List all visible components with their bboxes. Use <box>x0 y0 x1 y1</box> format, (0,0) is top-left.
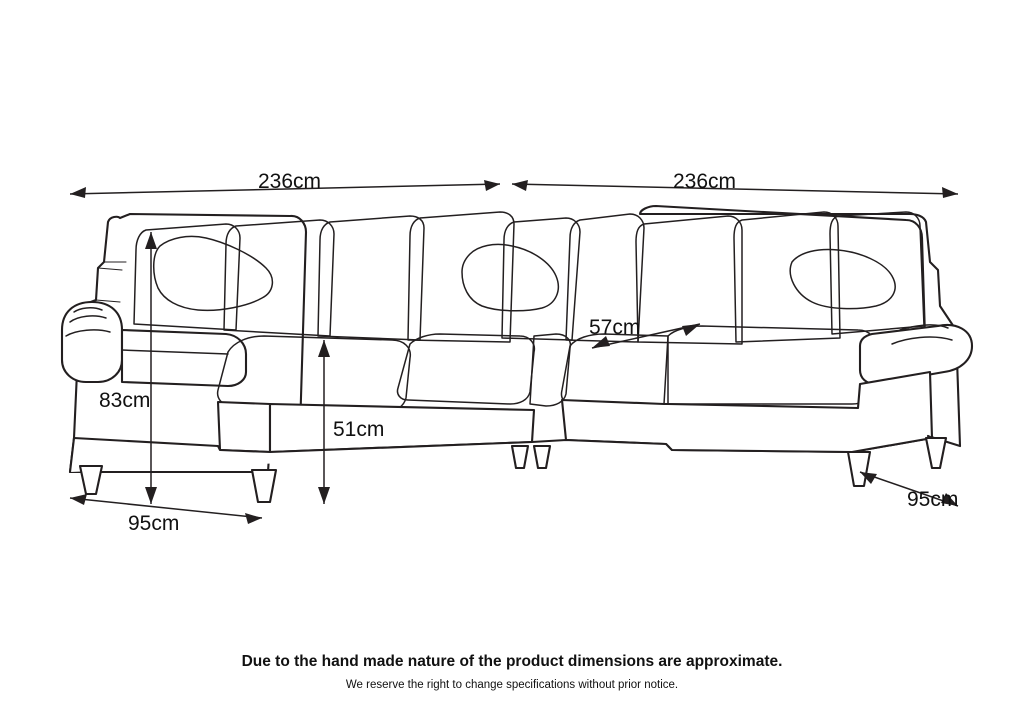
sofa-outline <box>62 206 972 502</box>
dimension-label-seat-height: 51cm <box>333 418 385 441</box>
dimension-label-width-right: 236cm <box>673 170 737 193</box>
dimension-label-depth-left: 95cm <box>128 512 180 535</box>
disclaimer-primary: Due to the hand made nature of the product dimensions are approximate. <box>241 653 783 670</box>
disclaimer-secondary: We reserve the right to change specifications without prior notice. <box>345 679 679 691</box>
dimension-label-width-left: 236cm <box>258 170 322 193</box>
dimension-label-height-back: 83cm <box>99 389 151 412</box>
dimension-label-seat-depth: 57cm <box>589 316 641 339</box>
dimension-label-depth-right: 95cm <box>907 488 959 511</box>
